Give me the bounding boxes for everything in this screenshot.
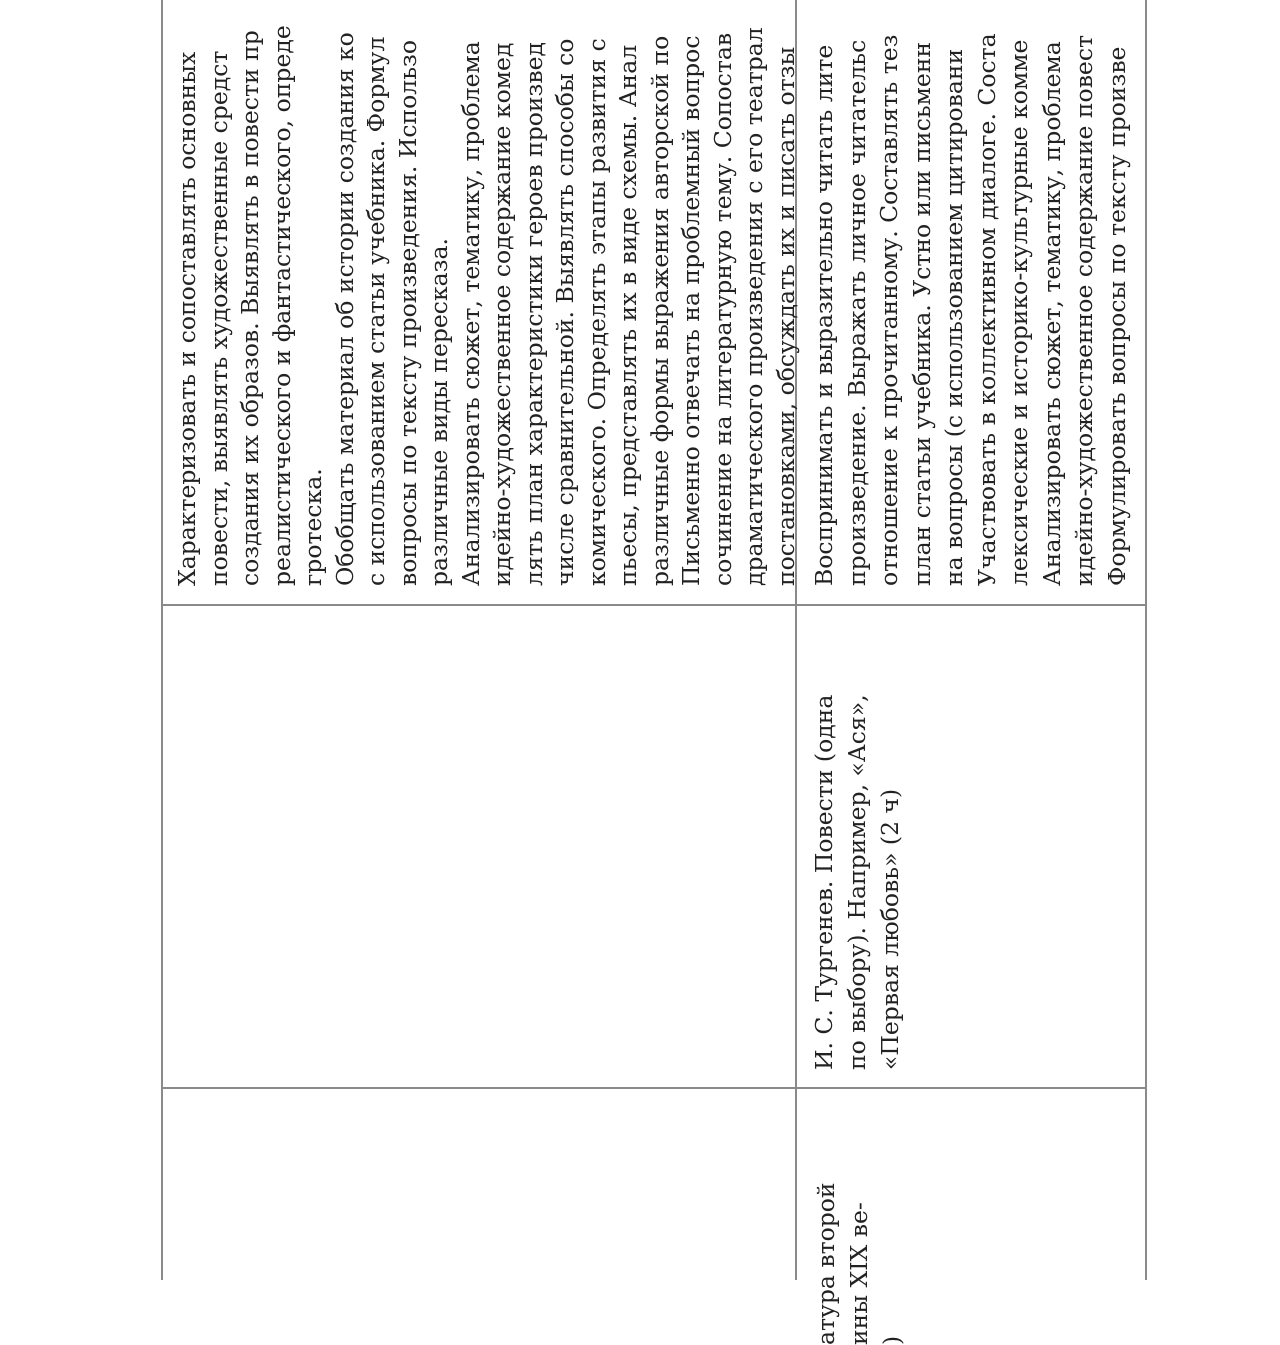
text-line: создания их образов. Выявлять в повести пр [236, 30, 264, 586]
text-line: Участвовать в коллективном диалоге. Соста [972, 33, 1001, 586]
row2-activities-cell [808, 0, 1133, 586]
text-line: вопросы по тексту произведения. Использо [393, 40, 422, 586]
text-line: идейно-художественное содержание повест [1070, 35, 1098, 586]
row1-activities-cell [172, 0, 802, 586]
text-line: Формулировать вопросы по тексту произве [1102, 46, 1131, 586]
text-line: лять план характеристики героев произвед [519, 42, 548, 586]
text-line: лексические и историко-культурные комме [1005, 39, 1033, 586]
text-line: пьесы, представлять их в виде схемы. Анал [614, 44, 642, 586]
text-line: отношение к прочитанному. Составлять тез [875, 34, 903, 586]
text-line: различные формы выражения авторской по [645, 35, 674, 586]
text-line: реалистического и фантастического, опреде [267, 25, 296, 586]
text-line: гротеска. [299, 468, 327, 586]
text-line: Письменно отвечать на проблемный вопрос [677, 35, 705, 586]
text-line: на вопросы (с использованием цитировани [940, 48, 968, 586]
text-line: атура второй [812, 1182, 840, 1345]
text-line: по выбору). Например, «Ася», [843, 694, 871, 1070]
text-line: различные виды пересказа. [425, 238, 453, 586]
text-line: Обобщать материал об истории создания ко [330, 32, 359, 586]
text-line: Анализировать сюжет, тематику, проблема [456, 41, 485, 586]
text-line: идейно-художественное содержание комед [488, 42, 516, 586]
text-line: Воспринимать и выразительно читать лите [810, 44, 838, 586]
text-line: план статьи учебника. Устно или письменн [907, 41, 936, 586]
text-line: произведение. Выражать личное читательс [842, 39, 871, 586]
text-line: числе сравнительной. Выявлять способы со [551, 38, 579, 586]
text-line: Характеризовать и сопоставлять основных [173, 51, 201, 586]
text-line: драматического произведения с его театрал [740, 27, 768, 586]
text-line: с использованием статьи учебника. Формул [362, 36, 390, 586]
text-line: повести, выявлять художественные средст [204, 50, 233, 586]
text-line: постановками, обсуждать их и писать отзы [771, 46, 800, 586]
text-line: Анализировать сюжет, тематику, проблема [1037, 41, 1066, 586]
text-line: сочинение на литературную тему. Сопостав [708, 32, 737, 586]
text-line: комического. Определять этапы развития с [582, 38, 611, 586]
table-column-divider-2 [161, 1087, 1147, 1089]
table-column-divider-1 [161, 604, 1147, 606]
text-line: «Первая любовь» (2 ч) [876, 788, 904, 1070]
text-line: И. С. Тургенев. Повести (одна [810, 694, 838, 1070]
row2-topic-cell [808, 590, 907, 1070]
row2-section-cell [810, 1045, 909, 1345]
text-line: ины XIX ве- [845, 1202, 873, 1345]
text-line: ) [878, 1335, 906, 1345]
